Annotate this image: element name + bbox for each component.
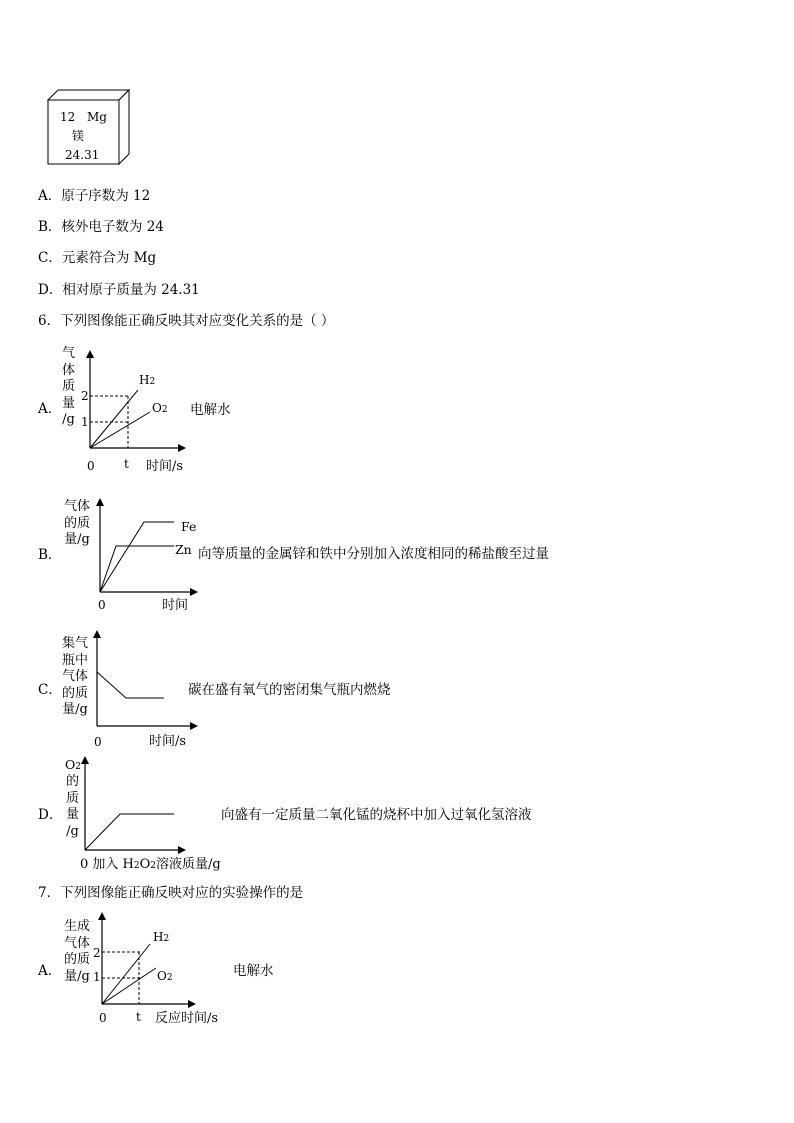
q6-d-graph bbox=[80, 756, 190, 856]
q6-d-ylabel: 的 质 量 /g bbox=[66, 774, 80, 839]
q6-d-xlabel: 0 加入 H2O2溶液质量/g bbox=[80, 857, 221, 872]
q6-c-line bbox=[97, 672, 164, 698]
q7-stem: 7．下列图像能正确反映对应的实验操作的是 bbox=[38, 885, 304, 901]
q7-a-ylabel: 生成 气体 的质 量/g bbox=[64, 919, 91, 984]
q6-b-origin: 0 bbox=[98, 598, 106, 612]
q6-d-ylabel-o2: O2 bbox=[65, 757, 81, 772]
q6-a-h2-label: H2 bbox=[139, 373, 156, 387]
q7-a-o2-label: O2 bbox=[157, 969, 173, 983]
q6-a-xlabel: 时间/s bbox=[146, 459, 184, 474]
q7-a-graph bbox=[94, 912, 204, 1012]
q6-c-caption: 碳在盛有氧气的密闭集气瓶内燃烧 bbox=[188, 682, 391, 698]
q6-c-letter: C． bbox=[38, 682, 62, 698]
q6-a-letter: A． bbox=[38, 401, 62, 417]
q6-b-ylabel: 气体 的质 量/g bbox=[64, 499, 91, 547]
q7-a-ytick-1: 1 bbox=[93, 970, 101, 984]
q6-c-ylabel: 集气 瓶中 气体 的质 量/g bbox=[62, 636, 89, 717]
q6-a-o2-label: O2 bbox=[152, 401, 168, 415]
q7-a-xtick-t: t bbox=[136, 1010, 141, 1024]
q6-b-zn-line bbox=[100, 546, 174, 592]
q6-a-ytick-1: 1 bbox=[81, 415, 89, 429]
q7-a-h2-label: H2 bbox=[153, 930, 170, 944]
q7-a-ytick-2: 2 bbox=[93, 946, 101, 960]
q7-a-caption: 电解水 bbox=[233, 963, 274, 979]
q6-d-line bbox=[85, 814, 174, 850]
q6-a-o2-line bbox=[90, 412, 150, 448]
q6-a-h2-line bbox=[90, 390, 138, 448]
q7-a-letter: A． bbox=[38, 963, 62, 979]
q5-option-c: C．元素符合为 Mg bbox=[38, 250, 157, 266]
q7-a-origin: 0 bbox=[99, 1011, 107, 1025]
q6-a-ytick-2: 2 bbox=[81, 389, 89, 403]
q5-option-a: A．原子序数为 12 bbox=[38, 188, 151, 204]
q6-b-caption: 向等质量的金属锌和铁中分别加入浓度相同的稀盐酸至过量 bbox=[198, 546, 549, 562]
q6-a-origin: 0 bbox=[87, 459, 95, 473]
atomic-number: 12 bbox=[60, 110, 76, 124]
q6-a-caption: 电解水 bbox=[190, 402, 231, 418]
q6-c-origin: 0 bbox=[94, 735, 102, 749]
q6-c-xlabel: 时间/s bbox=[149, 734, 187, 749]
q6-b-fe-label: Fe bbox=[181, 519, 197, 534]
element-symbol: Mg bbox=[87, 110, 107, 124]
q6-d-letter: D． bbox=[38, 807, 63, 823]
q6-b-xlabel: 时间 bbox=[162, 598, 189, 613]
atomic-mass: 24.31 bbox=[65, 148, 100, 162]
q6-stem: 6．下列图像能正确反映其对应变化关系的是（ ） bbox=[38, 313, 335, 329]
q7-a-h2-line bbox=[102, 944, 150, 1004]
q6-d-caption: 向盛有一定质量二氧化锰的烧杯中加入过氧化氢溶液 bbox=[221, 807, 532, 823]
q6-a-graph bbox=[80, 350, 190, 450]
q6-b-letter: B． bbox=[38, 547, 62, 563]
q5-option-d: D．相对原子质量为 24.31 bbox=[38, 282, 200, 298]
q7-a-xlabel: 反应时间/s bbox=[155, 1011, 219, 1026]
q7-a-o2-line bbox=[102, 968, 156, 1004]
q5-option-b: B．核外电子数为 24 bbox=[38, 219, 164, 235]
element-name: 镁 bbox=[72, 129, 85, 143]
q6-a-xtick-t: t bbox=[124, 457, 129, 471]
q6-b-fe-line bbox=[100, 522, 174, 592]
q6-b-zn-label: Zn bbox=[175, 542, 192, 557]
q6-c-graph bbox=[92, 630, 202, 730]
q6-a-ylabel: 气 体 质 量 /g bbox=[62, 346, 76, 427]
